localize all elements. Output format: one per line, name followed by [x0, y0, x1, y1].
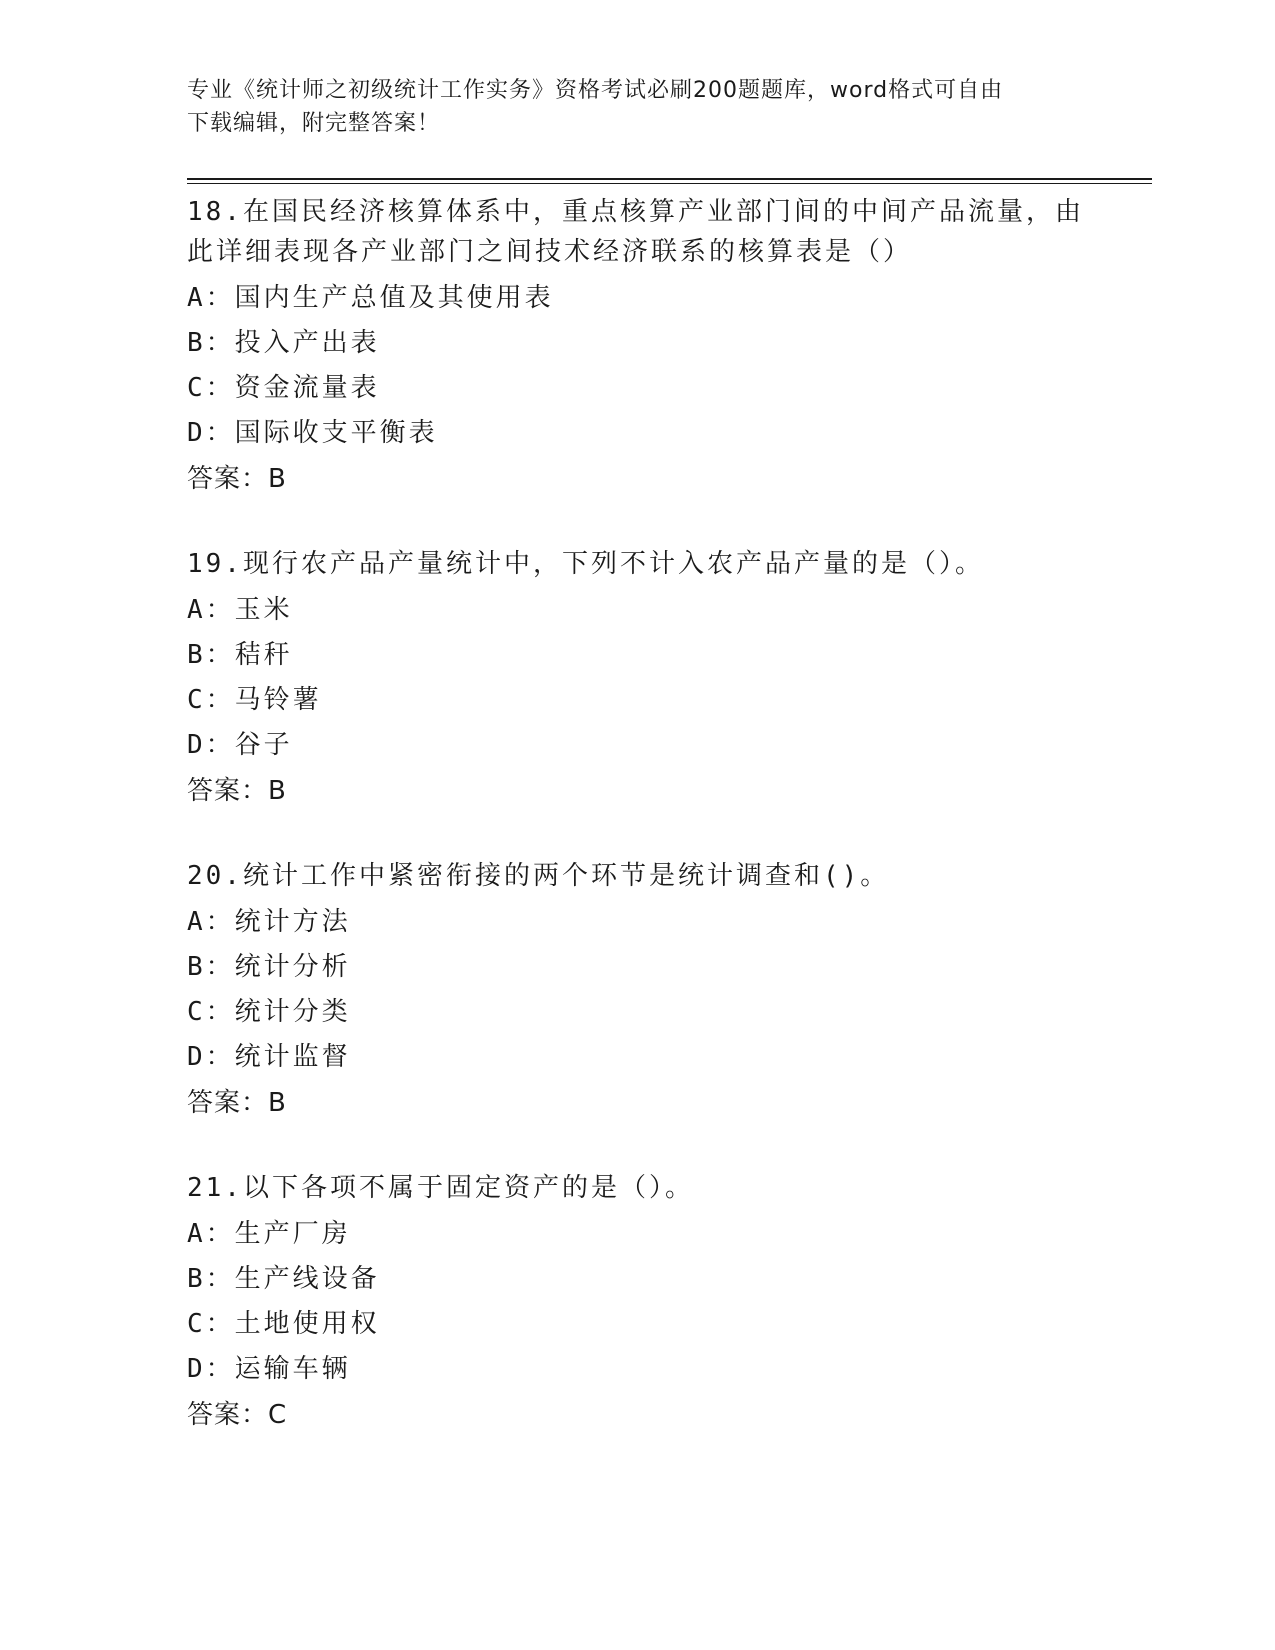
question-18 — [187, 192, 1087, 502]
question-list — [187, 190, 1087, 1480]
question-stem — [187, 192, 1087, 272]
header-line-1: 专业《统计师之初级统计工作实务》资格考试必刷200题题库，word格式可自由 — [187, 78, 1004, 103]
document-header — [187, 74, 1087, 140]
question-stem-line: 此详细表现各产业部门之间技术经济联系的核算表是（） — [187, 237, 913, 267]
option-b: B：秸秆 — [187, 640, 293, 670]
option-d: D：运输车辆 — [187, 1354, 351, 1384]
header-line-2: 下载编辑，附完整答案！ — [187, 111, 441, 136]
option-d: D：谷子 — [187, 730, 293, 760]
question-stem-line: 19.现行农产品产量统计中，下列不计入农产品产量的是（）。 — [187, 549, 984, 579]
answer: 答案：B — [187, 776, 287, 806]
option-d: D：国际收支平衡表 — [187, 418, 438, 448]
option-c: C：土地使用权 — [187, 1309, 380, 1339]
option-a: A：国内生产总值及其使用表 — [187, 283, 554, 313]
answer: 答案：C — [187, 1400, 288, 1430]
answer: 答案：B — [187, 464, 287, 494]
question-stem-line: 20.统计工作中紧密衔接的两个环节是统计调查和()。 — [187, 861, 890, 891]
question-19 — [187, 544, 1087, 814]
option-b: B：生产线设备 — [187, 1264, 380, 1294]
header-divider-thin — [187, 183, 1152, 184]
option-d: D：统计监督 — [187, 1042, 351, 1072]
question-21 — [187, 1168, 1087, 1438]
option-a: A：生产厂房 — [187, 1219, 351, 1249]
question-stem-line: 21.以下各项不属于固定资产的是（）。 — [187, 1173, 694, 1203]
option-c: C：马铃薯 — [187, 685, 322, 715]
header-divider-thick — [187, 178, 1152, 180]
question-20 — [187, 856, 1087, 1126]
option-a: A：玉米 — [187, 595, 293, 625]
option-a: A：统计方法 — [187, 907, 351, 937]
option-b: B：统计分析 — [187, 952, 351, 982]
question-stem-line: 18.在国民经济核算体系中，重点核算产业部门间的中间产品流量，由 — [187, 197, 1084, 227]
option-c: C：资金流量表 — [187, 373, 380, 403]
question-stem — [187, 544, 1087, 584]
answer: 答案：B — [187, 1088, 287, 1118]
question-stem — [187, 1168, 1087, 1208]
question-stem — [187, 856, 1087, 896]
option-c: C：统计分类 — [187, 997, 351, 1027]
option-b: B：投入产出表 — [187, 328, 380, 358]
